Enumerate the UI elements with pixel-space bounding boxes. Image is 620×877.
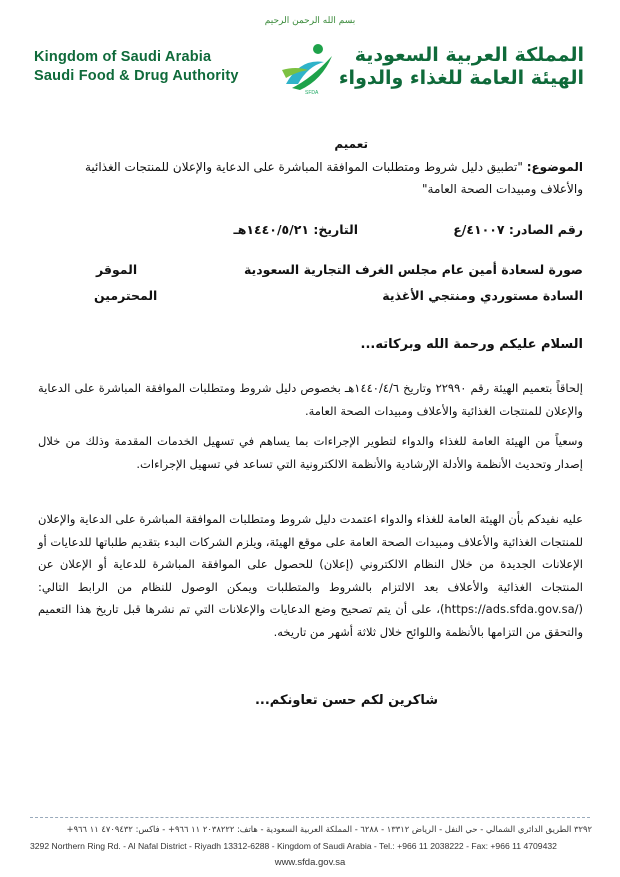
paragraph-3 [38,508,583,643]
honorific-2: المحترمين [94,288,158,303]
greeting: السلام عليكم ورحمة الله وبركاته... [360,337,583,352]
org-ar-line-2: الهيئة العامة للغذاء والدواء [338,67,584,89]
footer-address-arabic: ٣٢٩٢ الطريق الدائري الشمالي - حي النفل - الرياض ١٣٣١٢ - ٦٢٨٨ - المملكة العربية السعودية - هاتف: ٢٠٣٨٢٢٢ ١١ ٩٦٦+ - فاكس: ٤٧٠٩٤٣٢ ١١ ٩٦٦+ [66,824,592,834]
paragraph-2: وسعياً من الهيئة العامة للغذاء والدواء لتطوير الإجراءات بما يساهم في تسهيل الخدمات المقدمة وذلك من خلال إصدار وتحديث الأنظمة والأدلة الإرشادية والأنظمة الالكترونية التي تساعد في تسهيل الإجراءات. [38,434,583,471]
logo-caption: SFDA [305,90,319,96]
paragraph-3-continuation: ، على أن يتم تصحيح وضع الدعايات والإعلانات التي تم نشرها قبل تاريخ هذا التعميم والتحقق من التزامها بالأنظمة واللوائح خلال ثلاثة أشهر من تاريخه. [38,602,583,639]
issue-number: رقم الصادر: ٤١٠٠٧/ع [453,222,583,237]
subject-text: "تطبيق دليل شروط ومتطلبات الموافقة المباشرة على الدعاية والإعلان للمنتجات الغذائية والأعلاف ومبيدات الصحة العامة" [84,160,583,196]
recipient-line-2: السادة مستوردي ومنتجي الأغذية [382,288,583,303]
footer-website[interactable]: www.sfda.gov.sa [274,857,346,868]
subject-label: الموضوع: [526,160,583,174]
organization-name-arabic [339,44,584,90]
footer-address-english: 3292 Northern Ring Rd. - Al Nafal District - Riyadh 13312-6288 - Kingdom of Saudi Arabia - Tel.: +966 11 2038222 - Fax: +966 11 4709432 [30,841,557,851]
closing-thanks: شاكرين لكم حسن تعاونكم... [254,693,438,708]
circular-title: تعميم [334,137,368,151]
sfda-logo-icon [278,40,342,96]
paragraph-3-text: عليه نفيدكم بأن الهيئة العامة للغذاء والدواء اعتمدت دليل شروط ومتطلبات الموافقة المباشرة على الدعاية والإعلان للمنتجات الغذائية والأعلاف ومبيدات الصحة العامة على موقع الهيئة، ويلزم الشركات البدء بتقديم طلباتها للدعايات أو الإعلانات الجديدة من خلال النظام الالكتروني (إعلان) للحصول على الموافقة المباشرة للدعاية أو الإعلان عن المنتجات الغذائية والأعلاف بعد الالتزام بالشروط والمتطلبات ويمكن الوصول للنظام من الرابط التالي: [38,512,583,594]
footer-divider [30,817,590,818]
org-en-line-2: Saudi Food & Drug Authority [34,68,239,84]
paragraph-1: إلحاقاً بتعميم الهيئة رقم ٢٢٩٩٠ وتاريخ ١٤٤٠/٤/٦هـ بخصوص دليل شروط ومتطلبات الموافقة المباشرة على الدعاية والإعلان للمنتجات الغذائية والأعلاف ومبيدات الصحة العامة. [38,381,583,418]
org-ar-line-1: المملكة العربية السعودية [354,44,584,66]
letter-date: التاريخ: ١٤٤٠/٥/٢١هـ [233,222,358,237]
org-en-line-1: Kingdom of Saudi Arabia [34,49,212,65]
subject-line [40,156,583,200]
ads-portal-link[interactable]: (https://ads.sfda.gov.sa/) [439,602,583,616]
honorific-1: الموقر [96,262,138,277]
basmala-calligraphy: بسم الله الرحمن الرحيم [264,16,356,26]
organization-name-english [34,48,239,86]
recipient-line-1: صورة لسعادة أمين عام مجلس الغرف التجارية السعودية [243,262,583,277]
